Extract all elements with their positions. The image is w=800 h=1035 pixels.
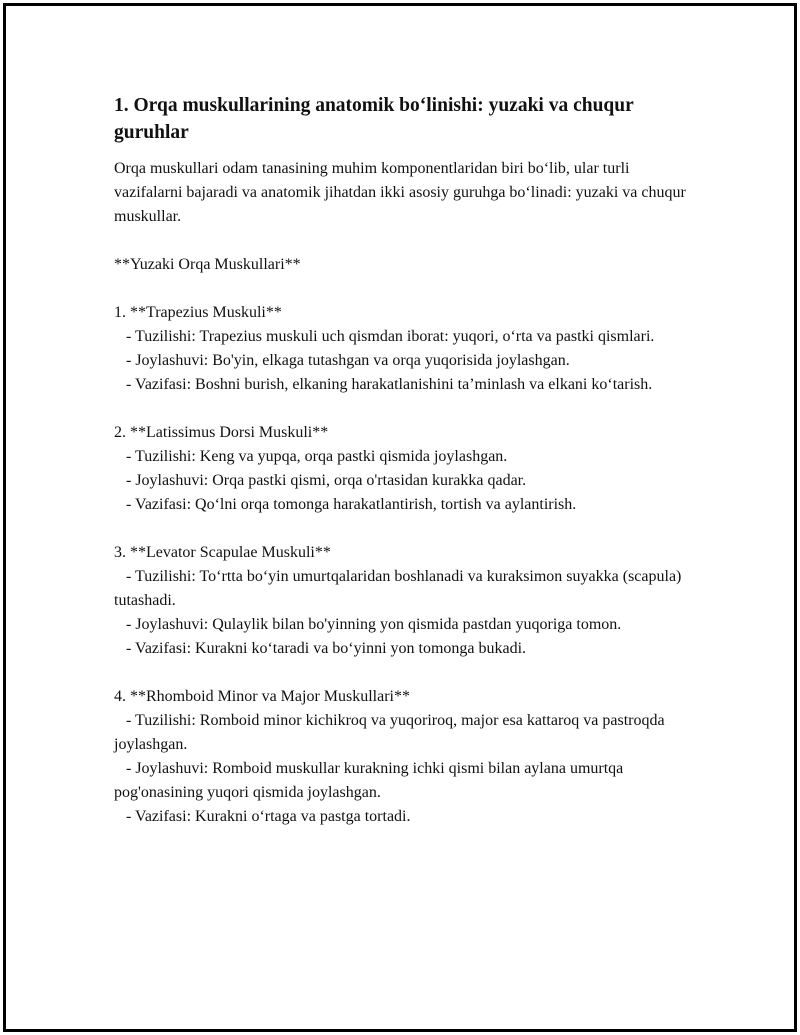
item-function: - Vazifasi: Kurakni o‘rtaga va pastga tortadi.	[114, 808, 411, 825]
item-heading: 4. **Rhomboid Minor va Major Muskullari**	[114, 688, 410, 705]
item-location: - Joylashuvi: Romboid muskullar kurakning ichki qismi bilan aylana umurtqa pog'onasining yuqori qismida joylashgan.	[114, 760, 628, 801]
item-structure: - Tuzilishi: Keng va yupqa, orqa pastki qismida joylashgan.	[114, 448, 508, 465]
item-heading: 1. **Trapezius Muskuli**	[114, 304, 282, 321]
section-heading: **Yuzaki Orqa Muskullari**	[114, 256, 301, 273]
muscle-item-latissimus	[114, 421, 686, 517]
muscle-item-rhomboid	[114, 685, 686, 829]
item-heading: 3. **Levator Scapulae Muskuli**	[114, 544, 331, 561]
item-structure: - Tuzilishi: To‘rtta bo‘yin umurtqalaridan boshlanadi va kuraksimon suyakka (scapula) tutashadi.	[114, 568, 686, 609]
item-function: - Vazifasi: Kurakni ko‘taradi va bo‘yinni yon tomonga bukadi.	[114, 640, 527, 657]
item-function: - Vazifasi: Qo‘lni orqa tomonga harakatlantirish, tortish va aylantirish.	[114, 496, 577, 513]
muscle-item-trapezius	[114, 301, 686, 397]
item-location: - Joylashuvi: Qulaylik bilan bo'yinning yon qismida pastdan yuqoriga tomon.	[114, 616, 622, 633]
item-heading: 2. **Latissimus Dorsi Muskuli**	[114, 424, 329, 441]
item-structure: - Tuzilishi: Romboid minor kichikroq va yuqoriroq, major esa kattaroq va pastroqda joylashgan.	[114, 712, 669, 753]
item-structure: - Tuzilishi: Trapezius muskuli uch qismdan iborat: yuqori, o‘rta va pastki qismlari.	[114, 328, 655, 345]
muscle-item-levator-scapulae	[114, 541, 686, 661]
intro-paragraph: Orqa muskullari odam tanasining muhim komponentlaridan biri bo‘lib, ular turli vazifalarni bajaradi va anatomik jihatdan ikki asosiy guruhga bo‘linadi: yuzaki va chuqur muskullar.	[114, 160, 686, 225]
item-location: - Joylashuvi: Bo'yin, elkaga tutashgan va orqa yuqorisida joylashgan.	[114, 352, 570, 369]
document-title: 1. Orqa muskullarining anatomik bo‘linishi: yuzaki va chuqur guruhlar	[114, 95, 634, 143]
document-body	[114, 92, 686, 829]
item-location: - Joylashuvi: Orqa pastki qismi, orqa o'rtasidan kurakka qadar.	[114, 472, 527, 489]
item-function: - Vazifasi: Boshni burish, elkaning harakatlanishini ta’minlash va elkani ko‘tarish.	[114, 376, 653, 393]
